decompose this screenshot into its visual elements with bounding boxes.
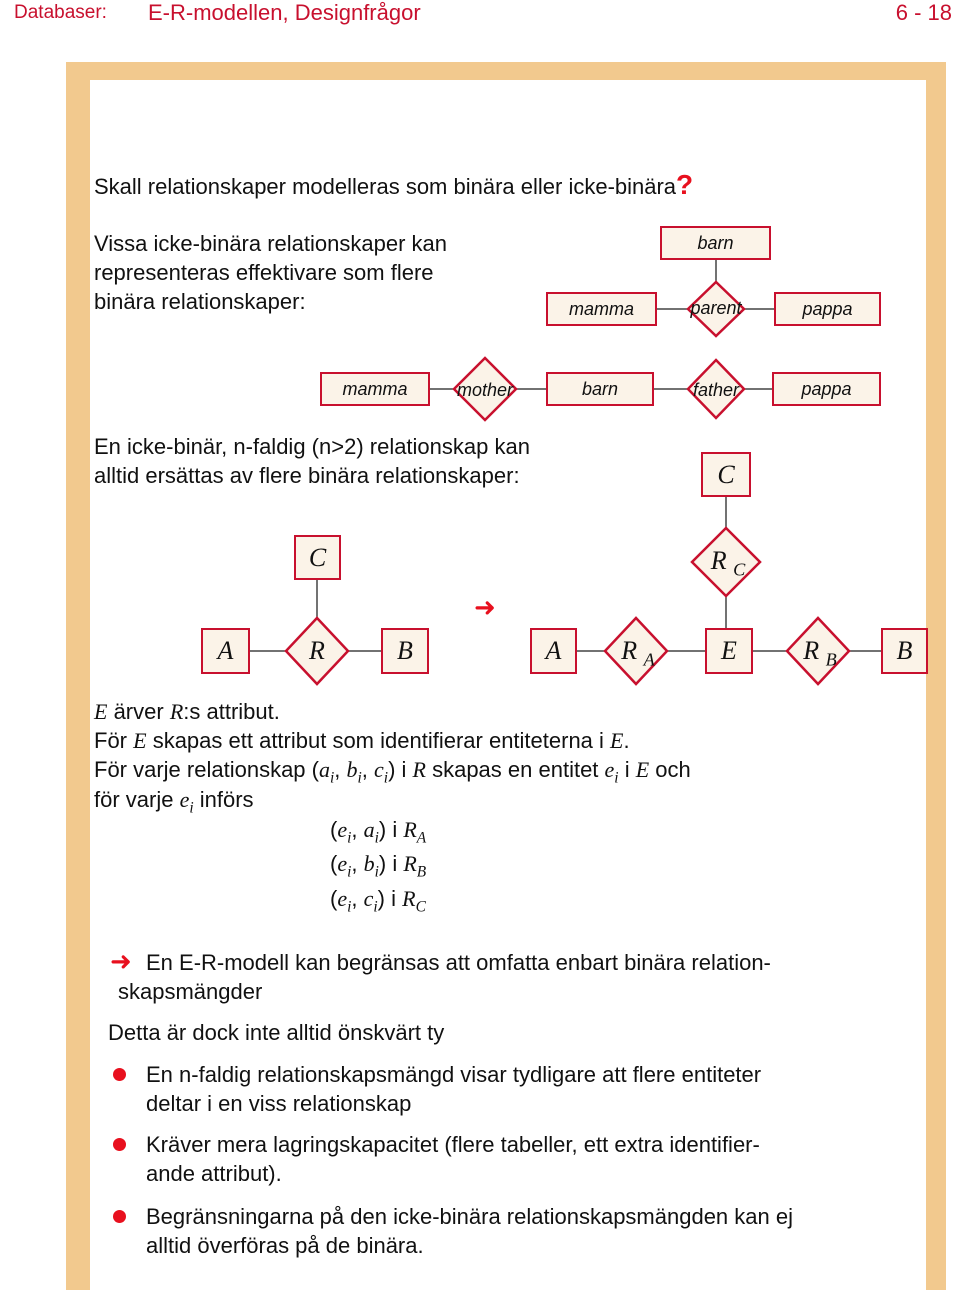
sub-i: i <box>374 863 379 881</box>
relation-mother-label: mother <box>456 380 514 400</box>
var-e: E <box>94 699 108 724</box>
explain-line-2 <box>94 726 630 755</box>
heading-text: Skall relationskaper modelleras som binära eller icke-binära <box>94 174 677 199</box>
sub-i: i <box>189 799 194 817</box>
text: :s attribut. <box>183 699 280 724</box>
var-r: R <box>403 851 417 876</box>
sub-i: i <box>347 829 352 847</box>
entity-mamma-2: mamma <box>320 372 430 406</box>
entity-e: E <box>705 628 753 674</box>
bullet-dot-icon <box>113 1138 126 1151</box>
text: ) i <box>378 851 404 876</box>
bullet-dot-icon <box>113 1068 126 1081</box>
var-b: b <box>346 757 358 782</box>
entity-a-left: A <box>201 628 250 674</box>
sub-c: C <box>415 898 426 916</box>
bullet-dot-icon <box>113 1210 126 1223</box>
page-title: E-R-modellen, Designfrågor <box>148 0 421 25</box>
var-c: c <box>363 886 374 911</box>
var-b: b <box>363 851 375 876</box>
var-e: E <box>635 757 650 782</box>
sub-i: i <box>383 769 389 787</box>
relation-rb-label <box>792 636 848 670</box>
sub-i: i <box>347 863 352 881</box>
text: , <box>351 886 364 911</box>
bullet-3-line-1: Begränsningarna på den icke-binära relationskapsmängden kan ej <box>146 1204 793 1229</box>
bullet-3-line-2: alltid överföras på de binära. <box>146 1233 424 1258</box>
entity-pappa-2: pappa <box>772 372 881 406</box>
var-e-lower: e <box>604 757 615 782</box>
var-r: R <box>412 757 426 782</box>
relation-rb-subscript: B <box>825 649 837 670</box>
var-r: R <box>403 817 417 842</box>
relation-rc-label <box>700 546 756 580</box>
entity-mamma-1: mamma <box>546 292 657 326</box>
heading-question-mark: ? <box>676 169 694 200</box>
text: För <box>94 728 134 753</box>
nary-line-2: alltid ersättas av flere binära relationskaper: <box>94 463 520 488</box>
bullet-1-line-1: En n-faldig relationskapsmängd visar tydligare att flere entiteter <box>146 1062 762 1087</box>
entity-c-left: C <box>294 535 341 580</box>
transform-arrow-icon: ➜ <box>474 592 496 622</box>
note-text: Detta är dock inte alltid önskvärt ty <box>108 1020 445 1045</box>
text: för varje <box>94 787 180 812</box>
entity-barn-2: barn <box>546 372 654 406</box>
entity-b-right: B <box>881 628 928 674</box>
tuple-rc <box>330 884 426 921</box>
var-a: a <box>363 817 375 842</box>
relation-r-label: R <box>309 636 325 665</box>
var-r: R <box>169 699 184 724</box>
var-e-lower: e <box>337 886 348 911</box>
explain-line-4 <box>94 785 254 822</box>
text: i <box>618 757 636 782</box>
var-e-lower: e <box>179 787 190 812</box>
bullet-1-line-2: deltar i en viss relationskap <box>146 1091 412 1116</box>
text: ( <box>330 886 338 911</box>
page-number: 6 - 18 <box>895 0 952 25</box>
bullet-2-line-2: ande attribut). <box>146 1161 282 1186</box>
var-e-lower: e <box>337 851 348 876</box>
explain-line-3: För varje relationskap ($a_i$, $b_i$, $c_i$) i R skapas en entitet $e_i$ i E och <box>94 757 691 787</box>
sub-i: i <box>357 769 362 787</box>
text: , <box>351 851 364 876</box>
text: ) i <box>388 757 413 782</box>
explain-line-1 <box>94 697 280 726</box>
conclusion-line-1: En E-R-modell kan begränsas att omfatta enbart binära relation- <box>146 950 771 975</box>
var-e-lower: e <box>337 817 348 842</box>
sub-i: i <box>373 898 378 916</box>
text: ) i <box>378 817 404 842</box>
relation-ra-label <box>610 636 666 670</box>
tuple-rb <box>330 849 426 886</box>
entity-b-left: B <box>381 628 429 674</box>
var-r: R <box>402 886 416 911</box>
relation-rb-letter: R <box>803 636 820 665</box>
entity-c-right: C <box>701 452 751 497</box>
sub-i: i <box>329 769 335 787</box>
var-e: E <box>610 728 624 753</box>
intro-line-1: Vissa icke-binära relationskaper kan <box>94 231 447 256</box>
sub-b: B <box>416 863 427 881</box>
nary-line-1: En icke-binär, n-faldig (n>2) relationskap kan <box>94 434 530 459</box>
sub-a: A <box>416 829 427 847</box>
text: införs <box>193 787 254 812</box>
text: . <box>623 728 630 753</box>
var-e: E <box>133 728 147 753</box>
conclusion-arrow-icon: ➜ <box>110 946 132 976</box>
text: ärver <box>107 699 170 724</box>
sub-i: i <box>347 898 352 916</box>
relation-ra-letter: R <box>621 636 638 665</box>
conclusion-line-2: skapsmängder <box>118 979 263 1004</box>
relation-rc-subscript: C <box>733 559 746 580</box>
text: skapas en entitet <box>425 757 605 782</box>
entity-pappa-1: pappa <box>774 292 881 326</box>
text: För varje relationskap ( <box>94 757 319 782</box>
section-label: Databaser: <box>14 2 107 23</box>
text: ) i <box>377 886 403 911</box>
tuple-ra <box>330 815 426 852</box>
intro-line-3: binära relationskaper: <box>94 289 306 314</box>
intro-line-2: representeras effektivare som flere <box>94 260 434 285</box>
text: skapas ett attribut som identifierar entiteterna i <box>146 728 611 753</box>
relation-parent-label: parent <box>690 298 742 318</box>
text: ( <box>330 851 338 876</box>
relation-rc-letter: R <box>710 546 727 575</box>
text: , <box>351 817 364 842</box>
text: ( <box>330 817 338 842</box>
var-c: c <box>374 757 384 782</box>
relation-father-label: father <box>692 380 740 400</box>
sub-i: i <box>374 829 379 847</box>
relation-ra-subscript: A <box>643 649 655 670</box>
bullet-2-line-1: Kräver mera lagringskapacitet (flere tabeller, ett extra identifier- <box>146 1132 760 1157</box>
sub-i: i <box>614 769 619 787</box>
entity-barn-1: barn <box>660 226 771 260</box>
var-a: a <box>318 757 330 782</box>
entity-a-right: A <box>530 628 577 674</box>
text: och <box>649 757 691 782</box>
